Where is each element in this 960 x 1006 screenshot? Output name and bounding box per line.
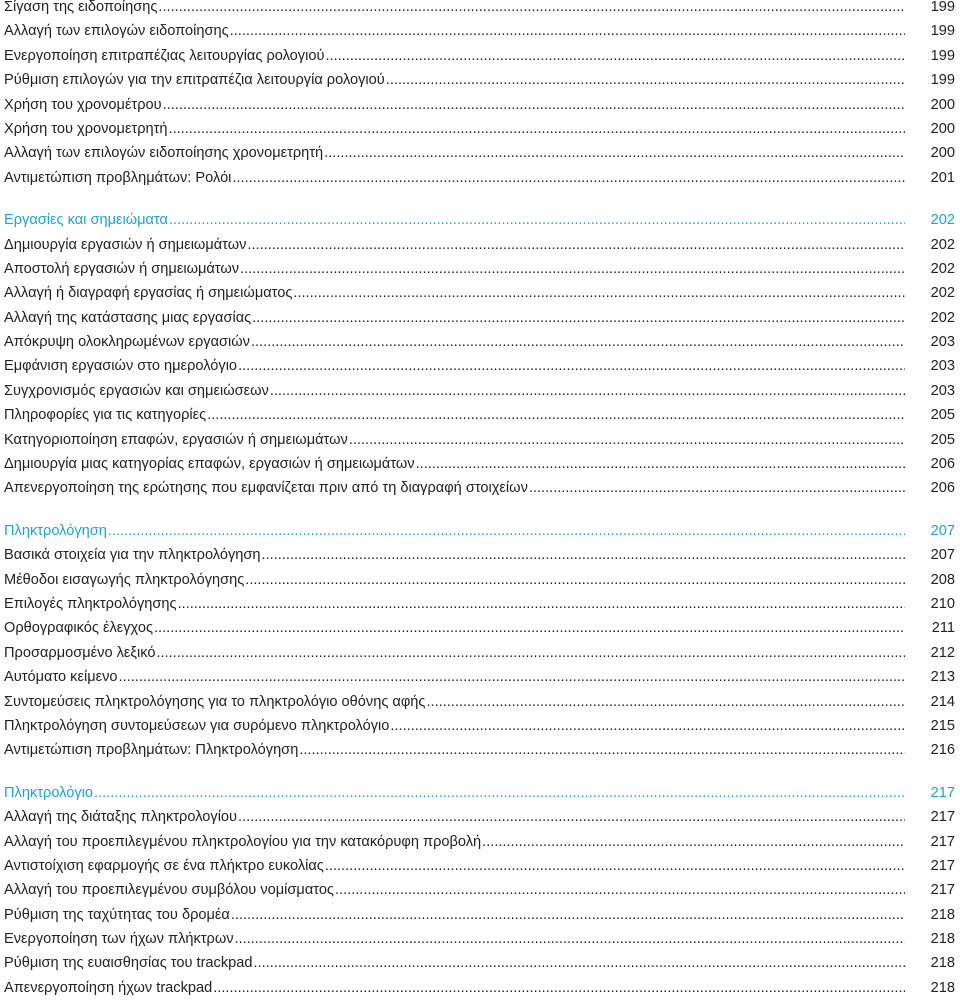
toc-page-number: 212 [905,641,955,665]
toc-page-number: 202 [905,257,955,281]
toc-page-number: 217 [905,781,955,805]
toc-page-number: 202 [905,281,955,305]
toc-entry[interactable] [4,878,955,902]
toc-page-number: 216 [905,738,955,762]
toc-page-number: 201 [905,166,955,190]
toc-dot-leader [251,330,905,354]
toc-page-number: 217 [905,878,955,902]
toc-dot-leader [254,951,906,975]
toc-page-number: 214 [905,690,955,714]
toc-entry[interactable] [4,830,955,854]
toc-entry-title: Προσαρμοσμένο λεξικό [4,641,156,665]
toc-entry[interactable] [4,68,955,92]
toc-dot-leader [178,592,905,616]
toc-entry[interactable] [4,452,955,476]
toc-dot-leader [94,781,905,805]
toc-entry-title: Αυτόματο κείμενο [4,665,119,689]
toc-entry-title: Αντιστοίχιση εφαρμογής σε ένα πλήκτρο ευκολίας [4,854,325,878]
toc-page-number: 203 [905,330,955,354]
toc-page-number: 199 [905,0,955,19]
toc-page-number: 218 [905,976,955,1000]
toc-entry[interactable] [4,903,955,927]
toc-entry-title: Σίγαση της ειδοποίησης [4,0,158,19]
toc-entry[interactable] [4,330,955,354]
toc-entry-title: Χρήση του χρονομετρητή [4,117,169,141]
toc-page-number: 218 [905,951,955,975]
toc-entry-title: Μέθοδοι εισαγωγής πληκτρολόγησης [4,568,245,592]
toc-entry-title: Πληκτρολόγηση συντομεύσεων για συρόμενο πληκτρολόγιο [4,714,390,738]
toc-entry-title: Πληκτρολόγιο [4,781,94,805]
toc-entry[interactable] [4,543,955,567]
toc-entry-title: Απενεργοποίηση της ερώτησης που εμφανίζεται πριν από τη διαγραφή στοιχείων [4,476,529,500]
toc-page-number: 211 [905,616,955,640]
toc-page-number: 199 [905,19,955,43]
toc-page-number: 218 [905,927,955,951]
toc-dot-leader [247,233,905,257]
toc-entry-title: Χρήση του χρονομέτρου [4,93,163,117]
toc-entry-title: Πληροφορίες για τις κατηγορίες [4,403,207,427]
toc-entry-title: Δημιουργία εργασιών ή σημειωμάτων [4,233,247,257]
toc-entry[interactable] [4,93,955,117]
toc-entry[interactable] [4,354,955,378]
toc-entry-title: Εργασίες και σημειώματα [4,208,169,232]
toc-entry-title: Ρύθμιση της ταχύτητας του δρομέα [4,903,231,927]
toc-entry[interactable] [4,690,955,714]
toc-entry[interactable] [4,306,955,330]
toc-page-number: 217 [905,805,955,829]
toc-page-number: 199 [905,44,955,68]
toc-entry-title: Ενεργοποίηση των ήχων πλήκτρων [4,927,235,951]
toc-dot-leader [119,665,905,689]
toc-dot-leader [270,379,905,403]
toc-page-number: 206 [905,452,955,476]
toc-dot-leader [213,976,905,1000]
toc-entry[interactable] [4,927,955,951]
toc-dot-leader [426,690,905,714]
toc-entry-title: Πληκτρολόγηση [4,519,108,543]
toc-entry-title: Αντιμετώπιση προβλημάτων: Πληκτρολόγηση [4,738,299,762]
toc-dot-leader [390,714,905,738]
toc-entry-title: Εμφάνιση εργασιών στο ημερολόγιο [4,354,238,378]
toc-dot-leader [169,208,905,232]
toc-dot-leader [158,0,905,19]
toc-page-number: 217 [905,854,955,878]
toc-entry[interactable] [4,616,955,640]
toc-entry[interactable] [4,166,955,190]
toc-dot-leader [325,44,905,68]
toc-page-number: 203 [905,379,955,403]
toc-dot-leader [262,543,905,567]
toc-dot-leader [293,281,905,305]
toc-page-number: 215 [905,714,955,738]
toc-entry-title: Ρύθμιση επιλογών για την επιτραπέζια λειτουργία ρολογιού [4,68,386,92]
toc-dot-leader [324,141,905,165]
toc-dot-leader [238,805,905,829]
toc-dot-leader [299,738,905,762]
toc-entry[interactable] [4,568,955,592]
toc-entry-title: Δημιουργία μιας κατηγορίας επαφών, εργασιών ή σημειωμάτων [4,452,416,476]
toc-entry[interactable] [4,44,955,68]
toc-dot-leader [482,830,905,854]
toc-dot-leader [386,68,905,92]
toc-dot-leader [156,641,905,665]
toc-entry[interactable] [4,854,955,878]
toc-entry-title: Απόκρυψη ολοκληρωμένων εργασιών [4,330,251,354]
toc-dot-leader [230,19,905,43]
toc-dot-leader [325,854,905,878]
toc-entry[interactable] [4,951,955,975]
toc-entry[interactable] [4,117,955,141]
toc-dot-leader [231,903,905,927]
toc-entry-title: Αλλαγή των επιλογών ειδοποίησης χρονομετρητή [4,141,324,165]
toc-entry[interactable] [4,19,955,43]
table-of-contents [4,0,955,1000]
toc-entry-title: Αλλαγή του προεπιλεγμένου πληκτρολογίου για την κατακόρυφη προβολή [4,830,482,854]
toc-page-number: 202 [905,306,955,330]
toc-entry-title: Ρύθμιση της ευαισθησίας του trackpad [4,951,254,975]
toc-page-number: 203 [905,354,955,378]
toc-dot-leader [240,257,905,281]
toc-page-number: 217 [905,830,955,854]
toc-page-number: 218 [905,903,955,927]
toc-page-number: 208 [905,568,955,592]
toc-page-number: 210 [905,592,955,616]
toc-page-number: 202 [905,233,955,257]
toc-dot-leader [169,117,905,141]
toc-entry-title: Αντιμετώπιση προβλημάτων: Ρολόι [4,166,232,190]
toc-page-number: 205 [905,403,955,427]
toc-page-number: 200 [905,93,955,117]
toc-page-number: 200 [905,141,955,165]
toc-dot-leader [529,476,905,500]
toc-dot-leader [349,428,905,452]
toc-dot-leader [154,616,905,640]
toc-page-number: 200 [905,117,955,141]
toc-entry-title: Ενεργοποίηση επιτραπέζιας λειτουργίας ρολογιού [4,44,325,68]
toc-entry[interactable] [4,476,955,500]
toc-page-number: 213 [905,665,955,689]
toc-page-number: 202 [905,208,955,232]
toc-page-number: 199 [905,68,955,92]
toc-entry[interactable] [4,976,955,1000]
toc-entry-title: Βασικά στοιχεία για την πληκτρολόγηση [4,543,262,567]
toc-entry[interactable] [4,233,955,257]
toc-entry[interactable] [4,403,955,427]
toc-section-heading[interactable] [4,781,955,805]
toc-entry[interactable] [4,281,955,305]
toc-dot-leader [245,568,905,592]
toc-entry-title: Ορθογραφικός έλεγχος [4,616,154,640]
toc-entry[interactable] [4,805,955,829]
toc-entry[interactable] [4,257,955,281]
toc-entry[interactable] [4,665,955,689]
toc-entry[interactable] [4,641,955,665]
toc-entry[interactable] [4,141,955,165]
toc-entry-title: Αλλαγή της κατάστασης μιας εργασίας [4,306,252,330]
toc-dot-leader [235,927,905,951]
toc-entry[interactable] [4,738,955,762]
toc-page-number: 205 [905,428,955,452]
toc-dot-leader [232,166,905,190]
toc-entry-title: Επιλογές πληκτρολόγησης [4,592,178,616]
toc-entry[interactable] [4,592,955,616]
toc-entry[interactable] [4,0,955,19]
toc-entry-title: Αλλαγή ή διαγραφή εργασίας ή σημειώματος [4,281,293,305]
toc-entry-title: Συντομεύσεις πληκτρολόγησης για το πληκτρολόγιο οθόνης αφής [4,690,426,714]
toc-dot-leader [238,354,905,378]
toc-entry[interactable] [4,379,955,403]
toc-dot-leader [252,306,905,330]
toc-page-number: 207 [905,543,955,567]
toc-dot-leader [108,519,905,543]
toc-page-number: 206 [905,476,955,500]
toc-entry-title: Απενεργοποίηση ήχων trackpad [4,976,213,1000]
toc-section-heading[interactable] [4,208,955,232]
toc-entry-title: Αλλαγή των επιλογών ειδοποίησης [4,19,230,43]
toc-entry-title: Αλλαγή του προεπιλεγμένου συμβόλου νομίσματος [4,878,335,902]
toc-page-number: 207 [905,519,955,543]
toc-entry-title: Συγχρονισμός εργασιών και σημειώσεων [4,379,270,403]
toc-entry[interactable] [4,714,955,738]
toc-entry[interactable] [4,428,955,452]
toc-dot-leader [207,403,905,427]
toc-dot-leader [416,452,905,476]
toc-dot-leader [335,878,905,902]
toc-dot-leader [163,93,905,117]
toc-section-heading[interactable] [4,519,955,543]
toc-entry-title: Κατηγοριοποίηση επαφών, εργασιών ή σημειωμάτων [4,428,349,452]
toc-entry-title: Αλλαγή της διάταξης πληκτρολογίου [4,805,238,829]
toc-entry-title: Αποστολή εργασιών ή σημειωμάτων [4,257,240,281]
